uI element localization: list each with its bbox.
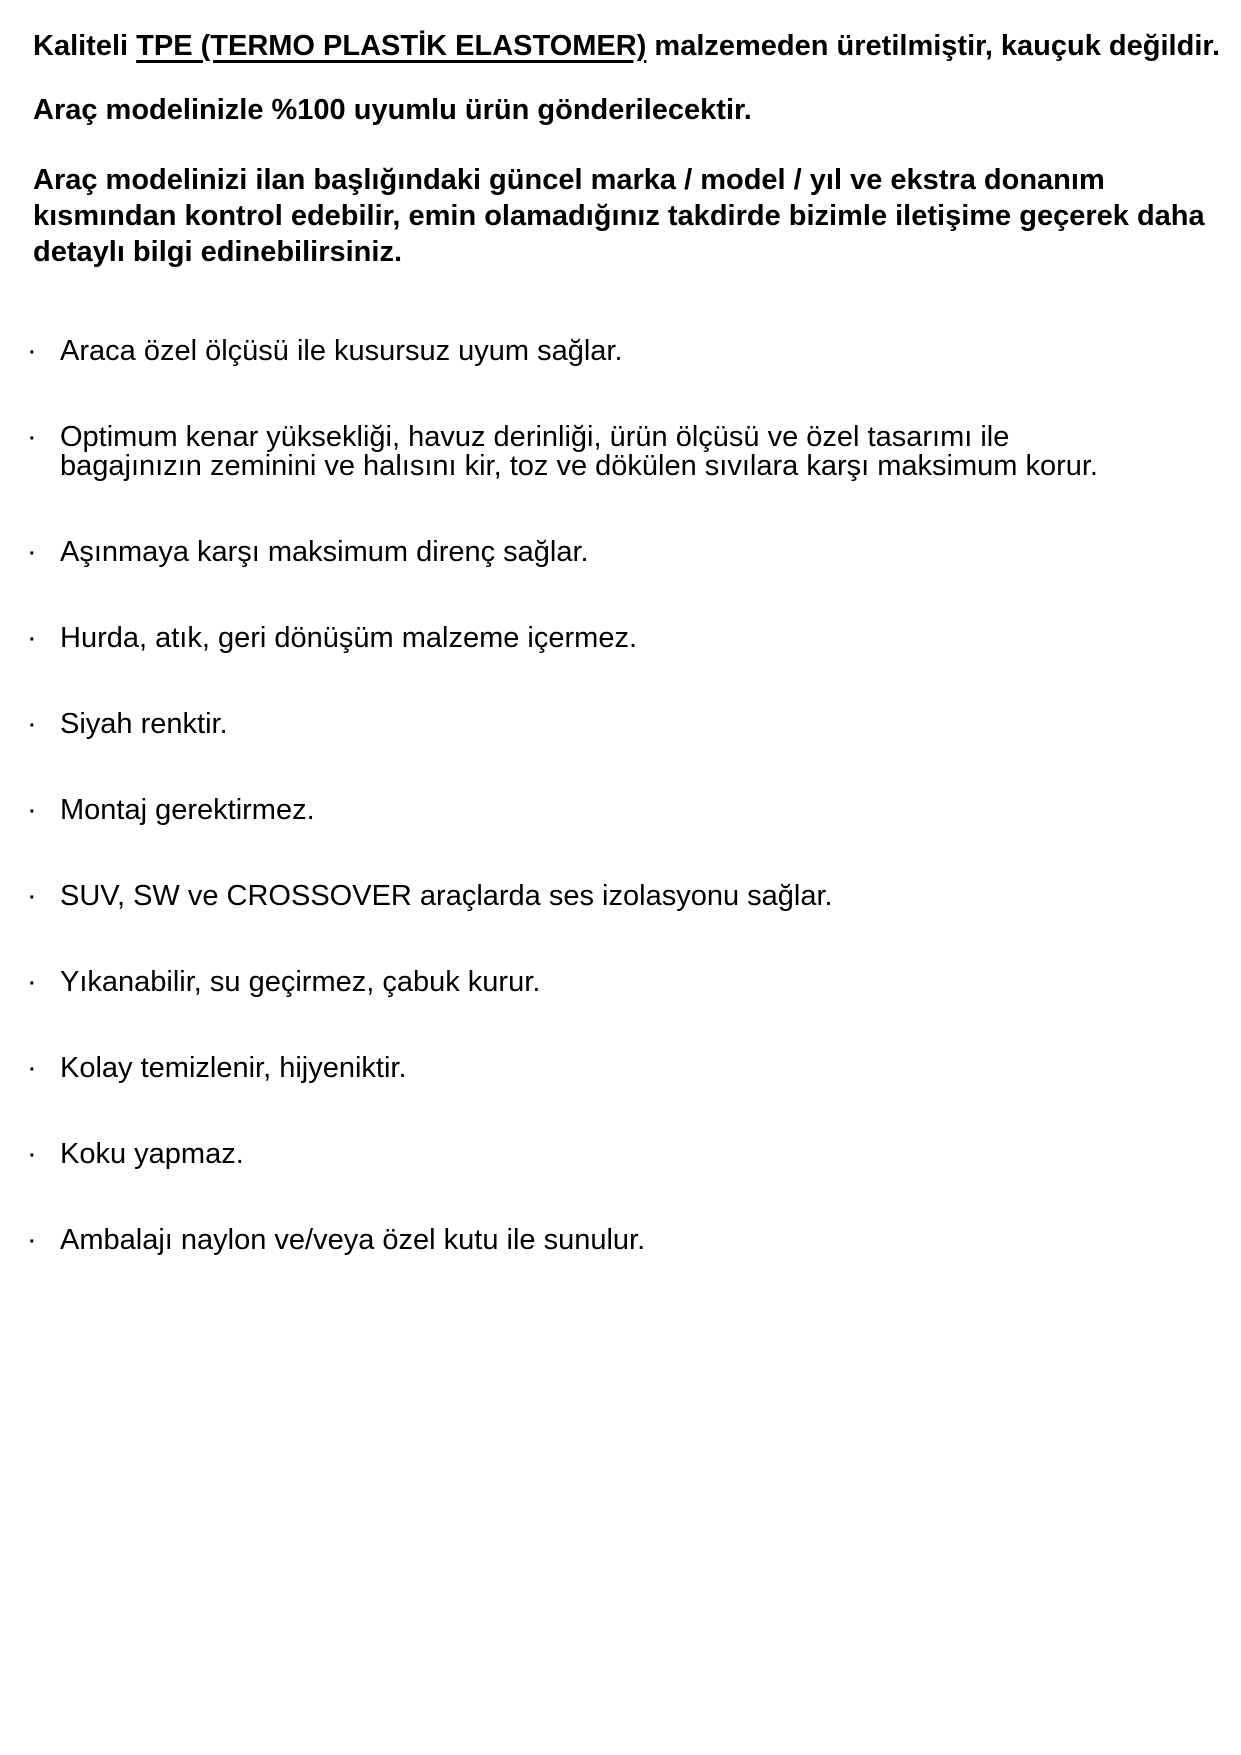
heading-model-check (33, 162, 1241, 270)
list-item-line: Aşınmaya karşı maksimum direnç sağlar. (60, 536, 589, 568)
bullet-marker: · (27, 536, 37, 568)
heading-model-check-line: Araç modelinizi ilan başlığındaki güncel marka / model / yıl ve ekstra donanım (33, 164, 1105, 196)
list-item (0, 538, 1241, 567)
bullet-marker: · (27, 1052, 37, 1084)
list-item (0, 968, 1241, 997)
bullet-marker: · (27, 1138, 37, 1170)
list-item (0, 1054, 1241, 1083)
bullet-marker: · (27, 622, 37, 654)
heading-material-suffix: malzemeden üretilmiştir, kauçuk değildir. (646, 30, 1221, 62)
list-item (0, 882, 1241, 911)
list-item (0, 710, 1241, 739)
list-item-text (60, 882, 833, 911)
bullet-marker: · (27, 708, 37, 740)
bullet-marker: · (27, 1224, 37, 1256)
feature-list (0, 337, 1241, 1255)
list-item-line: Montaj gerektirmez. (60, 794, 315, 826)
list-item-text (60, 968, 540, 997)
list-item-line: Yıkanabilir, su geçirmez, çabuk kurur. (60, 966, 541, 998)
list-item-text (60, 710, 228, 739)
heading-material-prefix: Kaliteli (33, 30, 137, 62)
list-item-line: Hurda, atık, geri dönüşüm malzeme içermez. (60, 622, 637, 654)
list-item (0, 337, 1241, 366)
list-item (0, 423, 1241, 481)
list-item (0, 1226, 1241, 1255)
list-item-line: SUV, SW ve CROSSOVER araçlarda ses izolasyonu sağlar. (60, 880, 833, 912)
heading-model-check-line: detaylı bilgi edinebilirsiniz. (33, 236, 403, 268)
list-item-text (60, 337, 623, 366)
bullet-marker: · (27, 794, 37, 826)
heading-material (33, 28, 1241, 64)
list-item (0, 624, 1241, 653)
list-item-text (60, 538, 589, 567)
heading-compatibility: Araç modelinizle %100 uyumlu ürün gönderilecektir. (33, 94, 752, 126)
list-item-line: bagajınızın zeminini ve halısını kir, toz ve dökülen sıvılara karşı maksimum korur. (60, 450, 1098, 482)
list-item-text (60, 423, 1098, 481)
list-item-line: Siyah renktir. (60, 708, 228, 740)
list-item (0, 1140, 1241, 1169)
list-item-text (60, 1140, 244, 1169)
bullet-marker: · (27, 880, 37, 912)
list-item-line: Kolay temizlenir, hijyeniktir. (60, 1052, 407, 1084)
heading-material-underlined: TPE (TERMO PLASTİK ELASTOMER) (136, 30, 647, 62)
bullet-marker: · (27, 966, 37, 998)
list-item-line: Koku yapmaz. (60, 1138, 244, 1170)
bullet-marker: · (27, 421, 37, 453)
list-item-line: Ambalajı naylon ve/veya özel kutu ile sunulur. (60, 1224, 646, 1256)
list-item-line: Araca özel ölçüsü ile kusursuz uyum sağlar. (60, 335, 623, 367)
heading-model-check-line: kısmından kontrol edebilir, emin olamadığınız takdirde bizimle iletişime geçerek daha (33, 200, 1205, 232)
list-item (0, 796, 1241, 825)
list-item-text (60, 1054, 407, 1083)
list-item-line: Optimum kenar yüksekliği, havuz derinliği, ürün ölçüsü ve özel tasarımı ile (60, 421, 1010, 453)
list-item-text (60, 796, 315, 825)
list-item-text (60, 1226, 645, 1255)
bullet-marker: · (27, 335, 37, 367)
list-item-text (60, 624, 637, 653)
